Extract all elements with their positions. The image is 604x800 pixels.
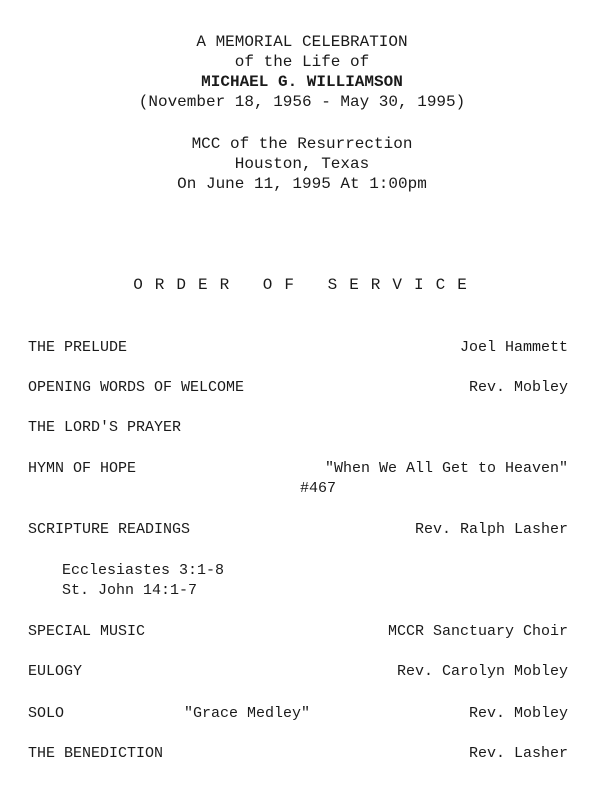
service-person: Rev. Ralph Lasher (414, 521, 568, 538)
venue-datetime: On June 11, 1995 At 1:00pm (177, 175, 427, 193)
service-item: EULOGY (28, 663, 83, 680)
service-row-hymn (28, 459, 568, 499)
service-item: HYMN OF HOPE (28, 460, 137, 477)
venue-block (0, 134, 604, 194)
order-of-service-title: ORDER OF SERVICE (133, 276, 479, 294)
hymn-title: "When We All Get to Heaven" (324, 460, 568, 477)
service-person: Rev. Mobley (468, 379, 568, 396)
service-item: SOLO (28, 705, 65, 722)
life-dates: (November 18, 1956 - May 30, 1995) (138, 93, 466, 111)
service-person: MCCR Sanctuary Choir (387, 623, 568, 640)
service-person: Joel Hammett (459, 339, 568, 356)
service-person: Rev. Mobley (468, 705, 568, 722)
hymn-number: #467 (300, 480, 337, 497)
solo-title: "Grace Medley" (184, 705, 311, 722)
service-item: THE PRELUDE (28, 339, 128, 356)
service-item: OPENING WORDS OF WELCOME (28, 379, 245, 396)
scripture-reading-1: Ecclesiastes 3:1-8 (62, 562, 225, 579)
service-item: THE BENEDICTION (28, 745, 164, 762)
service-item: SCRIPTURE READINGS (28, 521, 191, 538)
deceased-name: MICHAEL G. WILLIAMSON (201, 73, 403, 91)
venue-church: MCC of the Resurrection (191, 135, 413, 153)
service-item: SPECIAL MUSIC (28, 623, 146, 640)
service-item: THE LORD'S PRAYER (28, 419, 182, 436)
header-line-life-of: of the Life of (234, 53, 370, 71)
scripture-reading-2: St. John 14:1-7 (62, 582, 198, 599)
service-person: Rev. Carolyn Mobley (396, 663, 568, 680)
venue-city: Houston, Texas (234, 155, 370, 173)
memorial-header (0, 32, 604, 112)
service-person: Rev. Lasher (468, 745, 568, 762)
header-line-celebration: A MEMORIAL CELEBRATION (196, 33, 408, 51)
